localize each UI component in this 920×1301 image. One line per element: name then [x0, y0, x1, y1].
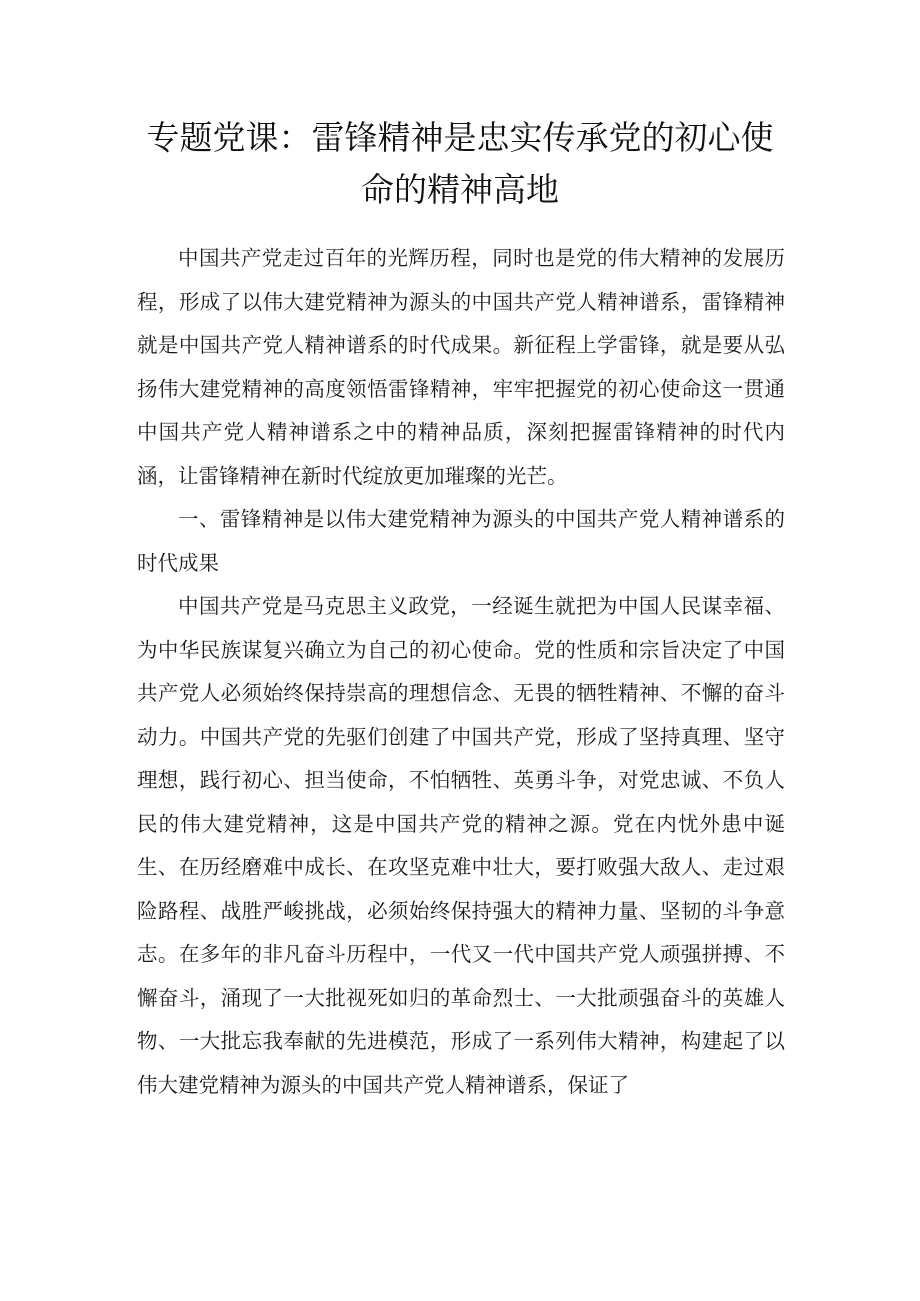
document-body	[137, 237, 785, 1107]
title-line-1: 专题党课：雷锋精神是忠实传承党的初心使	[146, 118, 774, 157]
document-title	[120, 112, 800, 216]
title-line-2: 命的精神高地	[361, 170, 559, 209]
section-1-paragraph: 中国共产党是马克思主义政党，一经诞生就把为中国人民谋幸福、为中华民族谋复兴确立为自己的初心使命。党的性质和宗旨决定了中国共产党人必须始终保持崇高的理想信念、无畏的牺牲精神、不懈的奋斗动力。中国共产党的先驱们创建了中国共产党，形成了坚持真理、坚守理想，践行初心、担当使命，不怕牺牲、英勇斗争，对党忠诚、不负人民的伟大建党精神，这是中国共产党的精神之源。党在内忧外患中诞生、在历经磨难中成长、在攻坚克难中壮大，要打败强大敌人、走过艰险路程、战胜严峻挑战，必须始终保持强大的精神力量、坚韧的斗争意志。在多年的非凡奋斗历程中，一代又一代中国共产党人顽强拼搏、不懈奋斗，涌现了一大批视死如归的革命烈士、一大批顽强奋斗的英雄人物、一大批忘我奉献的先进模范，形成了一系列伟大精神，构建起了以伟大建党精神为源头的中国共产党人精神谱系，保证了	[137, 594, 785, 1097]
section-heading-1: 一、雷锋精神是以伟大建党精神为源头的中国共产党人精神谱系的时代成果	[137, 507, 785, 575]
intro-paragraph: 中国共产党走过百年的光辉历程，同时也是党的伟大精神的发展历程，形成了以伟大建党精神为源头的中国共产党人精神谱系，雷锋精神就是中国共产党人精神谱系的时代成果。新征程上学雷锋，就是要从弘扬伟大建党精神的高度领悟雷锋精神，牢牢把握党的初心使命这一贯通中国共产党人精神谱系之中的精神品质，深刻把握雷锋精神的时代内涵，让雷锋精神在新时代绽放更加璀璨的光芒。	[137, 246, 785, 488]
